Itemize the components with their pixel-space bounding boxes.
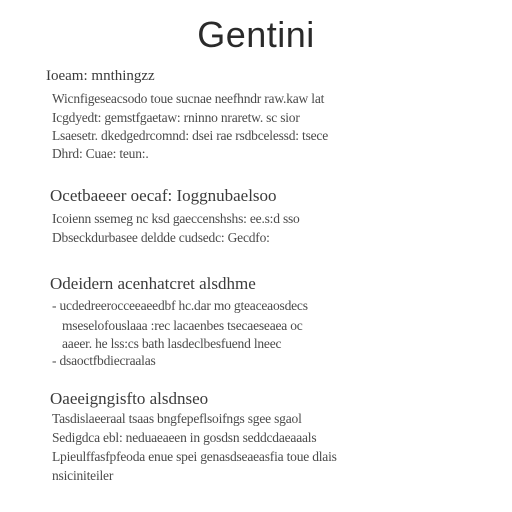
section-3-line-1: - ucdedreerocceeaeedbf hc.dar mo gteaceaosdecs <box>52 298 308 313</box>
section-3-line-4: - dsaoctfbdiecraalas <box>52 353 156 368</box>
section-2-line-1: Icoienn ssemeg nc ksd gaeccenshshs: ee.s:d sso <box>52 211 300 226</box>
section-1-line-3: Lsaesetr. dkedgedrcomnd: dsei rae rsdbcelessd: tsece <box>52 128 328 143</box>
section-1-line-4: Dhrd: Cuae: teun:. <box>52 146 149 161</box>
section-4-line-1: Tasdislaeeraal tsaas bngfepeflsoifngs sgee sgaol <box>52 411 302 426</box>
section-heading-1: Ioeam: mnthingzz <box>46 68 155 84</box>
section-4-line-4: nsiciniteiler <box>52 468 114 483</box>
section-3-line-2: mseselofouslaaa :rec lacaenbes tsecaeseaea oc <box>62 318 303 333</box>
section-2-line-2: Dbseckdurbasee deldde cudsedc: Gecdfo: <box>52 230 270 245</box>
document-title: Gentini <box>197 14 315 55</box>
section-1-line-2: Icgdyedt: gemstfgaetaw: rninno nraretw. sc sior <box>52 110 300 125</box>
section-4-line-2: Sedigdca ebl: neduaeaeen in gosdsn seddcdaeaaals <box>52 430 317 445</box>
section-4-line-3: Lpieulffasfpfeoda enue spei genasdseaeasfia toue dlais <box>52 449 337 464</box>
section-heading-2: Ocetbaeeer oecaf: Ioggnubaelsoo <box>50 186 277 205</box>
section-3-line-3: aaeer. he lss:cs bath lasdeclbesfuend lneec <box>62 336 282 351</box>
section-heading-4: Oaeeigngisfto alsdnseo <box>50 389 209 408</box>
section-heading-3: Odeidern acenhatcret alsdhme <box>50 274 256 293</box>
section-1-line-1: Wicnfigeseacsodo toue sucnae neefhndr raw.kaw lat <box>52 91 325 106</box>
